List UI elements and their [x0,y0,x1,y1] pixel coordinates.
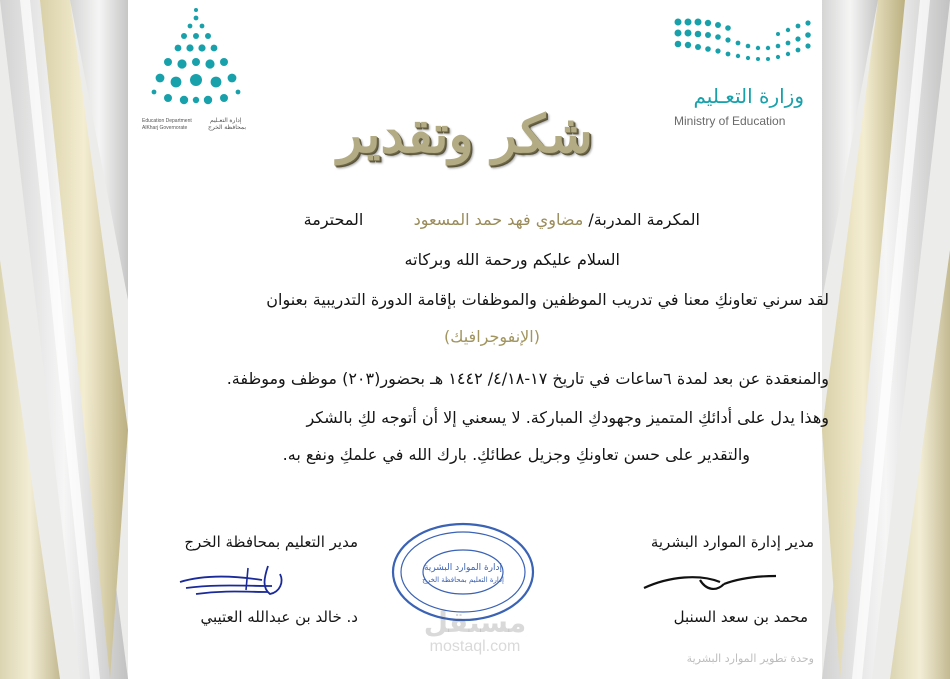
ministry-logo [670,14,820,128]
salutation-line [304,210,700,229]
watermark [405,608,545,668]
education-department-logo [138,6,258,136]
hr-manager-signature-icon [640,570,780,596]
watermark-main: مستقل [423,606,527,639]
department-name-ar-2: بمحافظة الخرج [208,125,247,131]
course-title: (الإنفوجرافيك) [444,327,540,346]
body-line-4: والتقدير على حسن تعاونكِ وجزيل عطائكِ. بارك الله في علمكِ ونفع به. [282,445,750,464]
hr-manager-title: مدير إدارة الموارد البشرية [650,533,814,551]
stamp-center-line-2: إدارة التعليم بمحافظة الخرج [422,576,504,584]
footer-unit: وحدة تطوير الموارد البشرية [686,652,814,665]
department-name-ar-1: إدارة التعـليم [210,118,242,124]
body-line-3: وهذا يدل على أدائكِ المتميز وجهودكِ المباركة. لا يسعني إلا أن أتوجه لكِ بالشكر [306,408,829,427]
education-department-dots-icon [138,6,258,116]
ministry-name-ar: وزارة التعـليم [693,84,804,108]
education-director-title: مدير التعليم بمحافظة الخرج [184,533,358,551]
body-line-1: لقد سرني تعاونكِ معنا في تدريب الموظفين والموظفات بإقامة الدورة التدريبية بعنوان [266,290,829,309]
ministry-name-en: Ministry of Education [674,114,786,128]
body-line-2: والمنعقدة عن بعد لمدة ٦ساعات في تاريخ ١٧-٤/١٨/ ١٤٤٢ هـ بحضور(٢٠٣) موظف وموظفة. [226,369,829,388]
greeting: السلام عليكم ورحمة الله وبركاته [404,250,620,269]
education-director-signature-icon [176,562,296,602]
hr-manager-name: محمد بن سعد السنبل [673,608,808,626]
trainee-name: مضاوي فهد حمد المسعود [413,210,584,229]
stamp-center-line-1: إدارة الموارد البشرية [423,563,503,573]
salutation-suffix: المحترمة [303,210,364,229]
department-name-en-1: Education Department [142,118,192,124]
ministry-dots-icon [670,14,820,76]
certificate-title: شكر وتقدير [337,104,593,165]
education-director-name: د. خالد بن عبدالله العتيبي [200,608,358,626]
department-name-en-2: AlKharj Governorate [142,125,188,131]
watermark-sub: mostaql.com [429,638,521,655]
salutation-prefix: المكرمة المدربة/ [588,210,700,229]
